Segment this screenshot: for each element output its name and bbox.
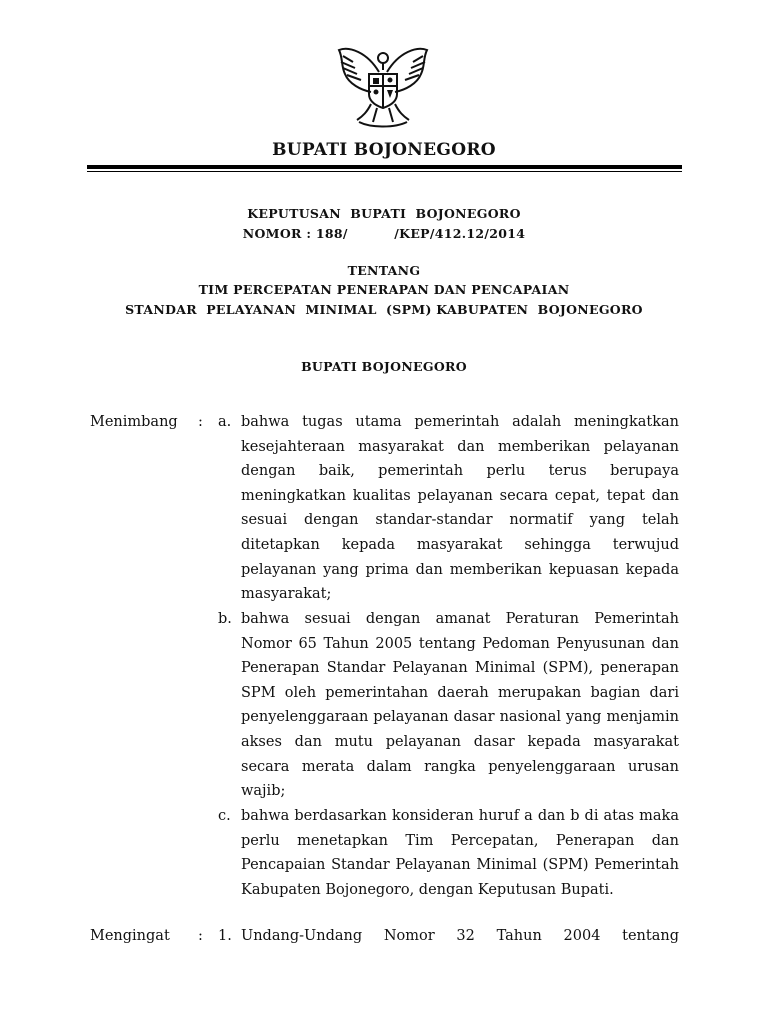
menimbang-item-a-text: bahwa tugas utama pemerintah adalah meningkatkan kesejahteraan masyarakat dan memberikan pelayanan dengan baik, pemerintah perlu terus berupaya meningkatkan kualitas pelayanan secara cepat, tepat dan sesuai dengan standar-standar normatif yang telah ditetapkan kepada masyarakat sehingga terwujud pelayanan yang prima dan memberikan kepuasan kepada masyarakat;: [241, 414, 679, 603]
header-rule-thin: [87, 171, 682, 172]
menimbang-item-b-text: bahwa sesuai dengan amanat Peraturan Pemerintah Nomor 65 Tahun 2005 tentang Pedoman Penyusunan dan Penerapan Standar Pelayanan Minimal (SPM), penerapan SPM oleh pemerintahan daerah merupakan bagian dari penyelenggaraan pelayanan dasar nasional yang menjamin akses dan mutu pelayanan dasar kepada masyarakat secara merata dalam rangka penyelenggaraan urusan wajib;: [241, 611, 679, 800]
decree-subject-line2: STANDAR PELAYANAN MINIMAL (SPM) KABUPATEN BOJONEGORO: [125, 302, 643, 317]
menimbang-label: Menimbang: [90, 414, 178, 430]
decree-number: NOMOR : 188/ /KEP/412.12/2014: [242, 226, 526, 241]
menimbang-item-c-text: bahwa berdasarkan konsideran huruf a dan b di atas maka perlu menetapkan Tim Percepatan, Penerapan dan Pencapaian Standar Pelayanan Minimal (SPM) Pemerintah Kabupaten Bojonegoro, dengan Keputusan Bupati.: [241, 808, 679, 898]
menimbang-item-c-marker: c.: [218, 808, 231, 824]
mengingat-item-1-text: Undang-Undang Nomor 32 Tahun 2004 tentang: [241, 928, 679, 944]
decree-title: KEPUTUSAN BUPATI BOJONEGORO: [247, 206, 521, 221]
menimbang-item-a-marker: a.: [218, 414, 232, 430]
page-headline: BUPATI BOJONEGORO: [272, 140, 496, 160]
header-rule-thick: [87, 165, 682, 169]
decree-issuer: BUPATI BOJONEGORO: [301, 359, 467, 374]
decree-subject-line1: TIM PERCEPATAN PENERAPAN DAN PENCAPAIAN: [198, 282, 570, 297]
menimbang-colon: :: [198, 414, 203, 430]
mengingat-item-1-marker: 1.: [218, 928, 232, 944]
mengingat-colon: :: [198, 928, 203, 944]
mengingat-label: Mengingat: [90, 928, 170, 944]
menimbang-item-b-marker: b.: [218, 611, 232, 627]
garuda-emblem-icon: [327, 42, 439, 130]
decree-about: TENTANG: [347, 263, 421, 278]
